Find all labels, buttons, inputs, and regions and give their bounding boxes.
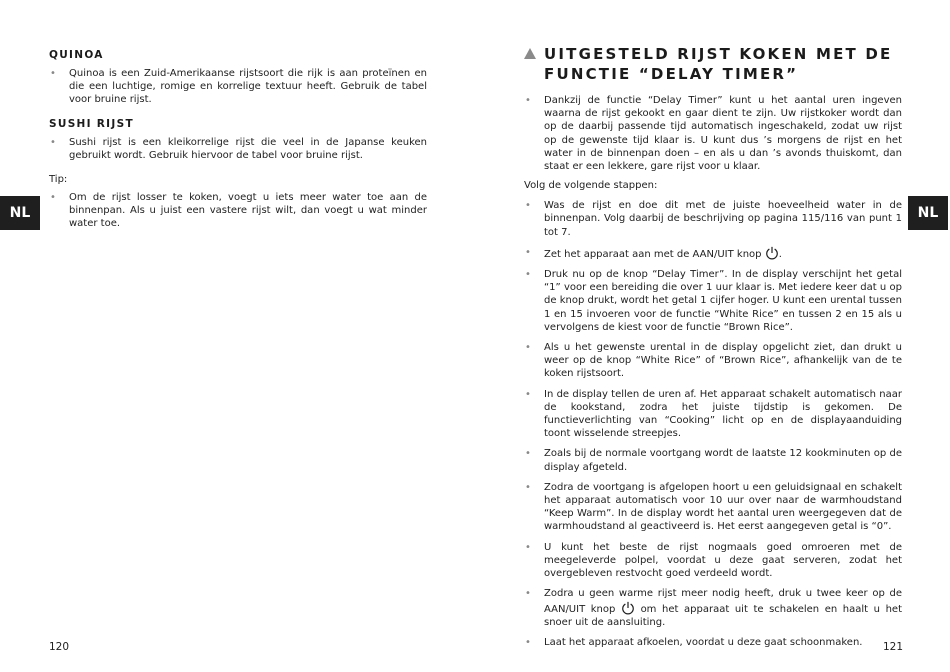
- sushi-heading: SUSHI RIJST: [49, 117, 134, 130]
- triangle-icon: [524, 48, 536, 59]
- language-tab-right: NL: [908, 196, 948, 230]
- list-item: • Zoals bij de normale voortgang wordt de laatste 12 kookminuten op de display afgeteld.: [525, 448, 902, 473]
- page-number-left: 120: [49, 641, 70, 653]
- list-item: • Druk nu op de knop “Delay Timer”. In de display verschijnt het getal “1” voor een bereiding die over 1 uur klaar is. Met iedere keer dat u op de knop drukt, wordt het getal 1 cijfer hoger. U kunt een urental tussen 1 en 15 invoeren voor de functie “White Rice” en tussen 2 en 15 als u vervolgens de kiest voor de functie “Brown Rice”.: [525, 269, 902, 333]
- power-icon: [765, 246, 779, 260]
- list-item: • Sushi rijst is een kleikorrelige rijst die veel in de Japanse keuken gebruikt wordt. Gebruik hiervoor de tabel voor bruine rijst.: [50, 136, 427, 161]
- list-item: • Quinoa is een Zuid-Amerikaanse rijstsoort die rijk is aan proteïnen en die een luchtige, romige en korrelige textuur heeft. Gebruik de tabel voor bruine rijst.: [50, 68, 427, 106]
- language-tab-left: NL: [0, 196, 40, 230]
- list-item: • Zet het apparaat aan met de AAN/UIT knop .: [525, 246, 782, 260]
- list-item: • In de display tellen de uren af. Het apparaat schakelt automatisch naar de kookstand, zodra het juiste tijdstip is gekomen. De functieverlichting van “Cooking” licht op en de displayaanduiding toont wisselende streepjes.: [525, 388, 902, 440]
- right-page: [475, 0, 950, 672]
- section-title: UITGESTELD RIJST KOKEN MET DE FUNCTIE “DELAY TIMER”: [524, 44, 902, 84]
- left-content: [49, 49, 427, 238]
- list-item: • Om de rijst losser te koken, voegt u iets meer water toe aan de binnenpan. Als u juist een vastere rijst wilt, dan voegt u wat minder water toe.: [50, 192, 427, 230]
- steps-list: [524, 199, 902, 649]
- list-item: • Laat het apparaat afkoelen, voordat u deze gaat schoonmaken.: [525, 636, 863, 648]
- right-content: [524, 44, 902, 656]
- list-item: • Zodra de voortgang is afgelopen hoort u een geluidsignaal en schakelt het apparaat automatisch voor 10 uur over naar de warmhoudstand “Keep Warm”. In de display wordt het aantal uren weergegeven dat de warmhoudstand al geactiveerd is. Het eerst aangegeven getal is “0”.: [525, 481, 902, 533]
- steps-intro: Volg de volgende stappen:: [524, 180, 658, 192]
- tip-label: Tip:: [49, 174, 68, 186]
- list-item: • Zodra u geen warme rijst meer nodig heeft, druk u twee keer op de AAN/UIT knop om het apparaat uit te schakelen en haalt u het snoer uit de aansluiting.: [525, 588, 902, 628]
- list-item: • Was de rijst en doe dit met de juiste hoeveelheid water in de binnenpan. Volg daarbij de beschrijving op pagina 115/116 van punt 1 tot 7.: [525, 200, 902, 238]
- tip-list: [49, 191, 427, 231]
- intro-list: [524, 94, 902, 173]
- quinoa-list: [49, 67, 427, 107]
- power-icon: [621, 601, 635, 615]
- page-number-right: 121: [883, 641, 904, 653]
- quinoa-heading: QUINOA: [49, 49, 104, 61]
- sushi-list: [49, 136, 427, 162]
- list-item: • U kunt het beste de rijst nogmaals goed omroeren met de meegeleverde polpel, voordat u deze gaat serveren, zodat het overgebleven restvocht goed verdeeld wordt.: [525, 541, 902, 580]
- list-item: • Dankzij de functie “Delay Timer” kunt u het aantal uren ingeven waarna de rijst gekookt en gaar dient te zijn. Uw rijstkoker wordt dan op de daarbij passende tijd automatisch ingeschakeld, zodat uw rijst op de gewenste tijd klaar is. U kunt dus ’s morgens de rijst en het water in de binnenpan doen – en als u dan ’s avonds thuiskomt, dan staat er een lekkere, gare rijst voor u klaar.: [525, 95, 902, 173]
- list-item: • Als u het gewenste urental in de display opgelicht ziet, dan drukt u weer op de knop “White Rice” of “Brown Rice”, afhankelijk van de te koken rijstsoort.: [525, 342, 902, 380]
